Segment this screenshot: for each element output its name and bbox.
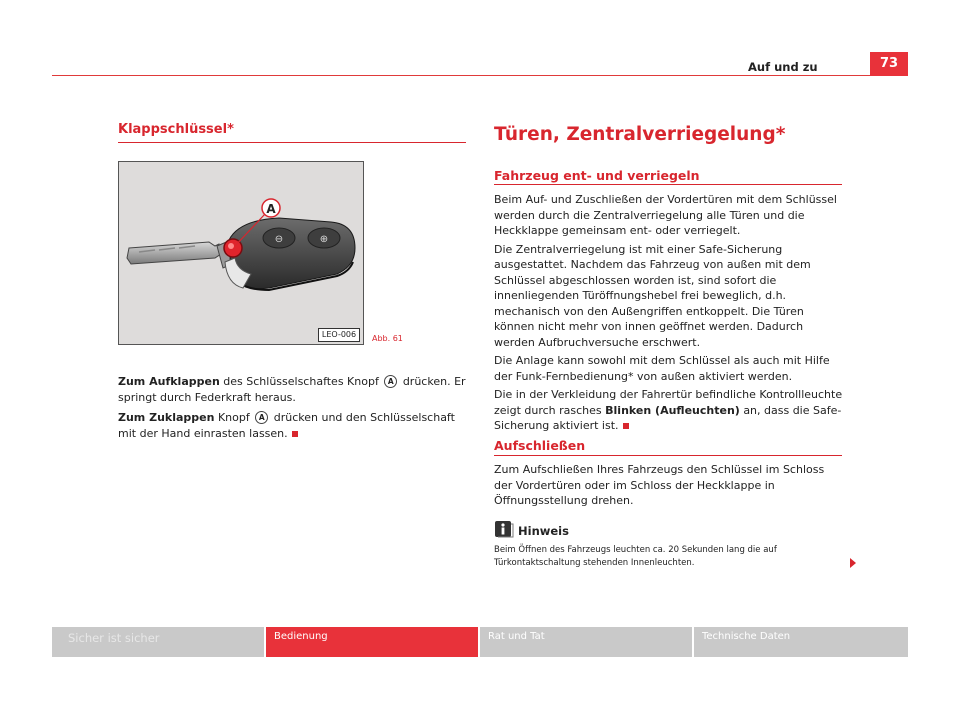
section1-p4-a: Die in der Verkleidung der Fahrertür befindliche Kontrollleuchte zeigt durch rasches	[494, 388, 843, 417]
left-paragraph-2	[118, 410, 468, 441]
left-paragraph-1	[118, 374, 468, 405]
section-heading-unlock	[494, 168, 700, 183]
section1-p3: Die Anlage kann sowohl mit dem Schlüssel als auch mit Hilfe der Funk-Fernbedienung* von außen aktiviert werden.	[494, 354, 830, 383]
section2-rule	[494, 455, 842, 456]
footer-tab-technical[interactable]: Technische Daten	[694, 627, 908, 657]
figure-caption: Abb. 61	[372, 334, 403, 343]
section1-p1: Beim Auf- und Zuschließen der Vordertüren mit dem Schlüssel werden durch die Zentralverriegelung alle Türen und die Heckklappe gemeinsam ent- oder verriegelt.	[494, 193, 837, 237]
footer-tab-safety[interactable]: Sicher ist sicher	[52, 627, 264, 657]
header-rule	[52, 75, 870, 76]
end-mark-icon	[623, 423, 629, 429]
section2-body: Zum Aufschließen Ihres Fahrzeugs den Schlüssel im Schloss der Vordertüren oder im Schloss der Heckklappe in Öffnungsstellung drehen.	[494, 463, 825, 507]
section1-p4-b: an, dass die Safe-Sicherung aktiviert ist.	[494, 403, 842, 432]
open-text-b: drücken. Er springt durch Federkraft heraus.	[118, 375, 466, 404]
svg-text:⊕: ⊕	[319, 234, 329, 245]
open-text-a: des Schlüsselschaftes Knopf	[223, 375, 379, 388]
close-text-a: Knopf	[217, 411, 250, 424]
left-heading-rule	[118, 142, 466, 143]
section1-body	[494, 192, 846, 434]
close-label: Zum Zuklappen	[118, 411, 215, 424]
open-label: Zum Aufklappen	[118, 375, 220, 388]
left-heading: Klappschlüssel*	[118, 122, 234, 137]
footer-tab-tips[interactable]: Rat und Tat	[480, 627, 692, 657]
section-heading-open	[494, 438, 585, 453]
note-text: Beim Öffnen des Fahrzeugs leuchten ca. 20 Sekunden lang die auf Türkontaktschaltung stehenden Innenleuchten.	[494, 545, 777, 568]
section1-p4	[494, 387, 846, 434]
key-figure	[118, 161, 364, 345]
close-text-b: drücken und den Schlüsselschaft mit der Hand einrasten lassen.	[118, 411, 455, 440]
continue-arrow-icon	[850, 558, 856, 568]
marker-a-icon: A	[384, 375, 397, 388]
section1-p4-bold: Blinken (Aufleuchten)	[605, 403, 740, 417]
section1-rule	[494, 184, 842, 185]
section1-title: Fahrzeug ent- und verriegeln	[494, 168, 700, 183]
figure-code: LEO-006	[318, 328, 360, 342]
marker-a-icon: A	[255, 411, 268, 424]
note-title: Hinweis	[518, 524, 569, 538]
section1-p2: Die Zentralverriegelung ist mit einer Safe-Sicherung ausgestattet. Nachdem das Fahrzeug von außen mit dem Schlüssel abgeschlossen worden ist, sind sofort die innenliegenden Türöffnungshebel frei beweglich, d.h. mechanisch von den Außengriffen entkoppelt. Die Türen können nicht mehr von innen geöffnet werden. Dadurch werden Aufbruchversuche erschwert.	[494, 242, 811, 349]
footer-tab-operation[interactable]: Bedienung	[266, 627, 478, 657]
info-icon	[494, 520, 514, 538]
chapter-title: Auf und zu	[748, 60, 818, 74]
callout-a: A	[266, 202, 276, 216]
key-illustration	[119, 162, 363, 344]
section2-title: Aufschließen	[494, 438, 586, 453]
page-title: Türen, Zentralverriegelung*	[494, 124, 786, 145]
page-number: 73	[870, 52, 908, 76]
end-mark-icon	[292, 431, 298, 437]
svg-text:⊖: ⊖	[274, 234, 284, 245]
